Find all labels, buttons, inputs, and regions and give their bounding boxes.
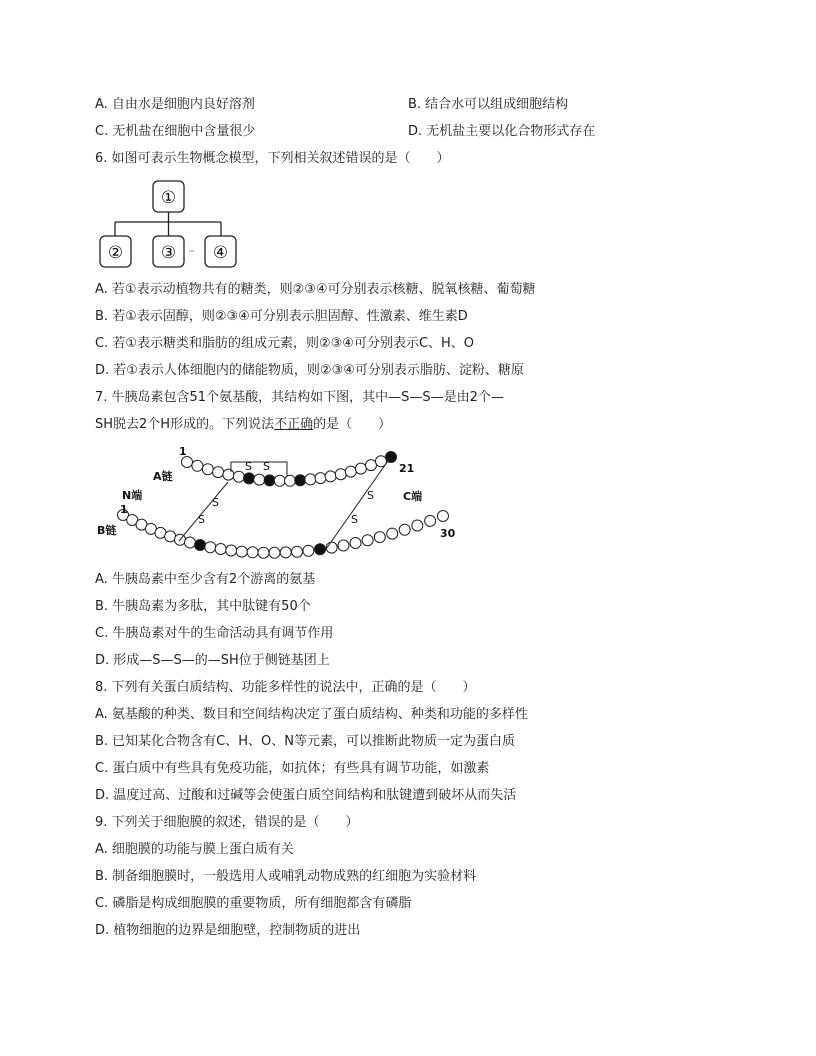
b-chain-residue-30 <box>438 511 449 522</box>
ss-label-3: S <box>212 496 219 509</box>
a-chain-residue-19 <box>366 460 377 471</box>
b-chain-residues <box>118 510 449 559</box>
a-chain-residue-14 <box>315 473 326 484</box>
q6-option-d: D. 若①表示人体细胞内的储能物质，则②③④可分别表示脂肪、淀粉、糖原 <box>95 363 524 378</box>
q7-stem-pre: SH脱去2个H形成的。下列说法 <box>95 417 275 432</box>
q7-option-d: D. 形成—S—S—的—SH位于侧链基团上 <box>95 653 330 668</box>
q6-stem: 6. 如图可表示生物概念模型，下列相关叙述错误的是（ ） <box>95 151 450 166</box>
a-chain-residue-6 <box>233 471 244 482</box>
q7-stem-post: 的是（ ） <box>313 417 392 432</box>
q7-stem-line2 <box>95 416 391 434</box>
b-chain-residue-28 <box>412 520 423 531</box>
b-chain-residue-16 <box>269 547 280 558</box>
a-chain-residue-4 <box>213 467 224 478</box>
diagram-node-3: ③ <box>160 243 177 263</box>
b-chain-residue-10 <box>205 542 216 553</box>
c-end-label: C端 <box>403 490 423 503</box>
a-chain-label: A链 <box>153 470 173 483</box>
q7-stem-line1: 7. 牛胰岛素包含51个氨基酸，其结构如下图，其中—S—S—是由2个— <box>95 390 504 405</box>
b-chain-residue-14 <box>247 547 258 558</box>
q5-option-a: A. 自由水是细胞内良好溶剂 <box>95 97 255 112</box>
a-chain-residues <box>182 452 397 487</box>
n-end-label: N端 <box>122 489 143 502</box>
a-chain-residue-16 <box>335 469 346 480</box>
b-chain-residue-8 <box>185 537 196 548</box>
b-chain-residue-26 <box>387 528 398 539</box>
q7-option-a: A. 牛胰岛素中至少含有2个游离的氨基 <box>95 572 316 587</box>
b-chain-residue-13 <box>236 546 247 557</box>
q5-option-c: C. 无机盐在细胞中含量很少 <box>95 124 256 139</box>
ss-label-1: S <box>245 460 252 473</box>
diagram-node-4: ④ <box>212 243 229 263</box>
q8-option-c: C. 蛋白质中有些具有免疫功能，如抗体；有些具有调节功能，如激素 <box>95 761 490 776</box>
q7-option-c: C. 牛胰岛素对牛的生命活动具有调节作用 <box>95 626 334 641</box>
q5-option-b: B. 结合水可以组成细胞结构 <box>408 97 569 112</box>
b-chain-residue-24 <box>362 535 373 546</box>
a-chain-residue-10 <box>274 475 285 486</box>
a-chain-residue-9 <box>264 475 275 486</box>
q8-option-a: A. 氨基酸的种类、数目和空间结构决定了蛋白质结构、种类和功能的多样性 <box>95 707 528 722</box>
ss-label-6: S <box>351 513 358 526</box>
b-chain-residue-15 <box>258 547 269 558</box>
q9-option-c: C. 磷脂是构成细胞膜的重要物质，所有细胞都含有磷脂 <box>95 896 412 911</box>
b-chain-residue-22 <box>338 540 349 551</box>
b-chain-residue-11 <box>215 544 226 555</box>
a-chain-residue-17 <box>345 466 356 477</box>
a-chain-residue-18 <box>355 463 366 474</box>
a-chain-residue-2 <box>192 460 203 471</box>
q6-option-b: B. 若①表示固醇，则②③④可分别表示胆固醇、性激素、维生素D <box>95 309 468 324</box>
q9-option-b: B. 制备细胞膜时，一般选用人或哺乳动物成熟的红细胞为实验材料 <box>95 869 477 884</box>
b-chain-residue-9 <box>195 540 206 551</box>
a-chain-residue-5 <box>223 469 234 480</box>
a-chain-residue-3 <box>202 464 213 475</box>
concept-model-diagram <box>95 176 245 272</box>
b-chain-start-label: 1 <box>120 503 128 516</box>
b-chain-residue-20 <box>315 544 326 555</box>
a-chain-residue-1 <box>182 457 193 468</box>
b-chain-residue-21 <box>326 542 337 553</box>
a-chain-end-label: 21 <box>399 462 415 475</box>
q8-option-d: D. 温度过高、过酸和过碱等会使蛋白质空间结构和肽键遭到破坏从而失活 <box>95 788 517 803</box>
a-chain-residue-11 <box>285 475 296 486</box>
q8-option-b: B. 已知某化合物含有C、H、O、N等元素，可以推断此物质一定为蛋白质 <box>95 734 515 749</box>
b-chain-residue-25 <box>374 532 385 543</box>
q5-option-d: D. 无机盐主要以化合物形式存在 <box>408 124 596 139</box>
diagram-node-2: ② <box>107 243 124 263</box>
ss-label-4: S <box>198 513 205 526</box>
a-chain-residue-12 <box>295 475 306 486</box>
a-chain-start-label: 1 <box>179 445 187 458</box>
a-chain-residue-13 <box>305 474 316 485</box>
q6-option-a: A. 若①表示动植物共有的糖类，则②③④可分别表示核糖、脱氧核糖、葡萄糖 <box>95 282 536 297</box>
a-chain-residue-21 <box>386 452 397 463</box>
insulin-structure-diagram <box>95 442 465 564</box>
ss-label-2: S <box>263 460 270 473</box>
q7-option-b: B. 牛胰岛素为多肽，其中肽键有50个 <box>95 599 311 614</box>
b-chain-residue-18 <box>292 546 303 557</box>
ss-label-5: S <box>367 489 374 502</box>
b-chain-residue-29 <box>425 515 436 526</box>
b-chain-label: B链 <box>97 524 117 537</box>
inter-chain-bond-1 <box>179 482 228 541</box>
q7-stem-underlined: 不正确 <box>274 417 314 432</box>
a-chain-residue-7 <box>244 473 255 484</box>
diagram-node-1: ① <box>160 188 177 208</box>
a-chain-residue-15 <box>325 471 336 482</box>
q6-option-c: C. 若①表示糖类和脂肪的组成元素，则②③④可分别表示C、H、O <box>95 336 475 351</box>
b-chain-residue-12 <box>226 545 237 556</box>
b-chain-residue-17 <box>280 547 291 558</box>
b-chain-residue-27 <box>399 524 410 535</box>
q8-stem: 8. 下列有关蛋白质结构、功能多样性的说法中，正确的是（ ） <box>95 680 476 695</box>
a-chain-residue-8 <box>254 474 265 485</box>
b-chain-end-label: 30 <box>440 527 456 540</box>
b-chain-residue-23 <box>350 538 361 549</box>
b-chain-residue-19 <box>303 545 314 556</box>
q9-stem: 9. 下列关于细胞膜的叙述，错误的是（ ） <box>95 815 359 830</box>
q9-option-d: D. 植物细胞的边界是细胞壁，控制物质的进出 <box>95 923 361 938</box>
q9-option-a: A. 细胞膜的功能与膜上蛋白质有关 <box>95 842 294 857</box>
